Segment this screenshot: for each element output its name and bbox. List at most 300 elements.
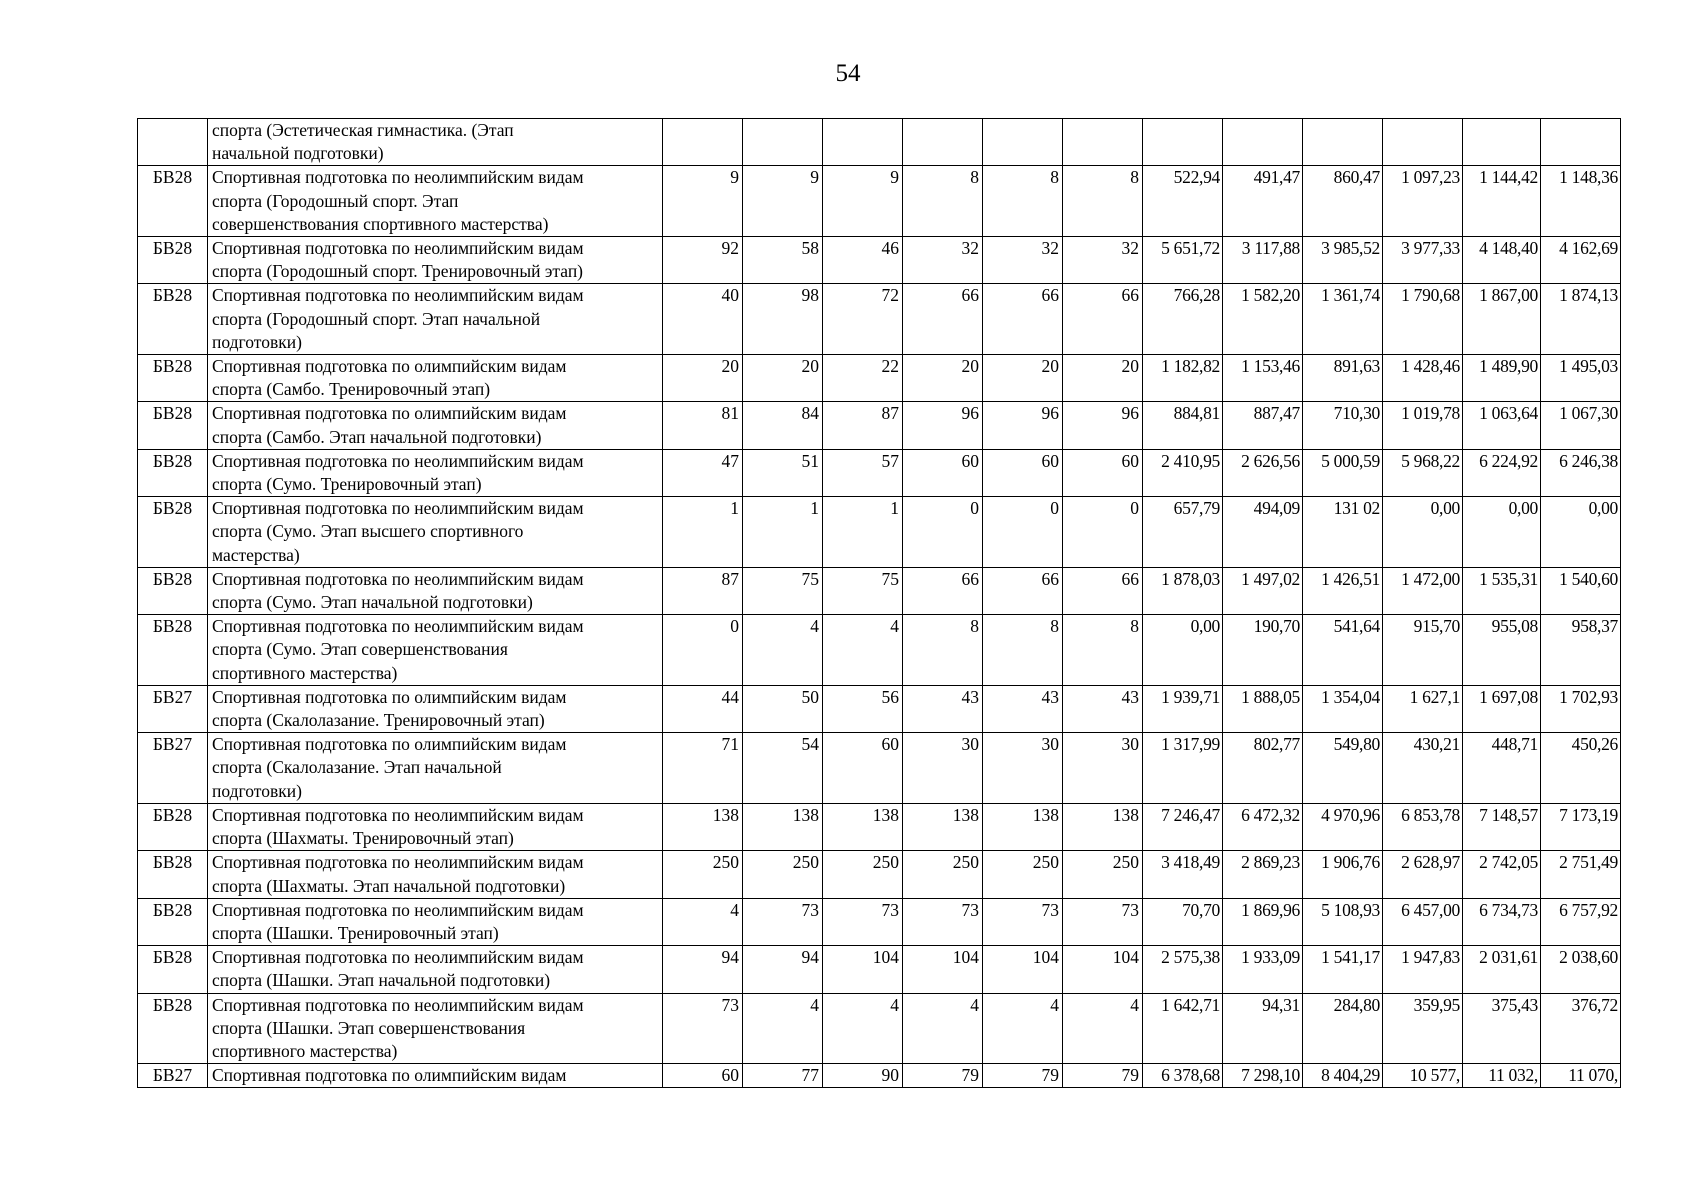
cost-value-cell: 955,08 [1463,615,1541,686]
volume-value-cell: 50 [743,685,823,732]
cost-value-cell: 1 874,13 [1541,284,1621,355]
description-line: Спортивная подготовка по неолимпийским видам [212,167,584,188]
budget-code-cell: БВ28 [138,355,208,402]
description-line: спорта (Скалолазание. Этап начальной [212,757,502,778]
budget-code-cell: БВ28 [138,567,208,614]
volume-value-cell: 138 [823,803,903,850]
volume-value-cell: 9 [663,166,743,237]
volume-value-cell: 43 [1063,685,1143,732]
cost-value-cell: 5 108,93 [1303,898,1383,945]
service-description-cell [208,402,663,449]
cost-value-cell: 0,00 [1541,497,1621,568]
cost-value-cell: 1 317,99 [1143,733,1223,804]
volume-value-cell: 90 [823,1064,903,1088]
volume-value-cell: 87 [663,567,743,614]
volume-value-cell: 94 [663,946,743,993]
volume-value-cell: 22 [823,355,903,402]
service-description-cell [208,355,663,402]
cost-value-cell: 2 038,60 [1541,946,1621,993]
cost-value-cell: 1 947,83 [1383,946,1463,993]
cost-value-cell [1463,119,1541,166]
volume-value-cell: 73 [663,993,743,1064]
cost-value-cell: 1 535,31 [1463,567,1541,614]
volume-value-cell: 8 [1063,166,1143,237]
volume-value-cell: 138 [663,803,743,850]
service-description-cell [208,1064,663,1088]
description-line: спорта (Сумо. Этап совершенствования [212,639,508,660]
cost-value-cell: 860,47 [1303,166,1383,237]
description-line: подготовки) [212,331,302,352]
table-row [138,284,1621,355]
volume-value-cell: 250 [983,851,1063,898]
cost-value-cell: 1 019,78 [1383,402,1463,449]
cost-value-cell: 915,70 [1383,615,1463,686]
volume-value-cell: 250 [903,851,983,898]
volume-value-cell: 43 [983,685,1063,732]
volume-value-cell: 20 [983,355,1063,402]
description-line: Спортивная подготовка по олимпийским видам [212,1065,567,1086]
table-row [138,402,1621,449]
cost-value-cell: 5 651,72 [1143,237,1223,284]
volume-value-cell: 4 [743,615,823,686]
volume-value-cell: 77 [743,1064,823,1088]
description-line: спорта (Городошный спорт. Тренировочный этап) [212,261,584,282]
description-line: спорта (Эстетическая гимнастика. (Этап [212,120,514,140]
volume-value-cell: 104 [903,946,983,993]
table-row [138,119,1621,166]
cost-value-cell [1383,119,1463,166]
service-description-cell [208,615,663,686]
cost-value-cell: 522,94 [1143,166,1223,237]
cost-value-cell: 7 246,47 [1143,803,1223,850]
description-line: спорта (Сумо. Этап высшего спортивного [212,521,524,542]
service-description-cell [208,449,663,496]
description-line: спорта (Самбо. Этап начальной подготовки) [212,426,542,447]
volume-value-cell: 30 [903,733,983,804]
volume-value-cell: 96 [1063,402,1143,449]
volume-value-cell: 8 [903,166,983,237]
cost-value-cell: 11 032, [1463,1064,1541,1088]
cost-value-cell: 494,09 [1223,497,1303,568]
volume-value-cell: 32 [1063,237,1143,284]
table-row [138,685,1621,732]
volume-value-cell: 81 [663,402,743,449]
cost-value-cell: 190,70 [1223,615,1303,686]
service-description-cell [208,898,663,945]
table-row [138,449,1621,496]
volume-value-cell: 30 [1063,733,1143,804]
budget-code-cell [138,119,208,166]
service-description-cell [208,851,663,898]
volume-value-cell: 71 [663,733,743,804]
volume-value-cell: 98 [743,284,823,355]
volume-value-cell: 58 [743,237,823,284]
cost-value-cell: 0,00 [1463,497,1541,568]
cost-value-cell: 4 162,69 [1541,237,1621,284]
cost-value-cell: 1 063,64 [1463,402,1541,449]
cost-value-cell: 448,71 [1463,733,1541,804]
table-row [138,851,1621,898]
volume-value-cell [983,119,1063,166]
cost-value-cell: 1 144,42 [1463,166,1541,237]
table-row [138,898,1621,945]
volume-value-cell: 104 [823,946,903,993]
volume-value-cell [823,119,903,166]
cost-value-cell: 1 489,90 [1463,355,1541,402]
volume-value-cell: 94 [743,946,823,993]
volume-value-cell: 92 [663,237,743,284]
volume-value-cell: 138 [983,803,1063,850]
volume-value-cell: 56 [823,685,903,732]
budget-code-cell: БВ28 [138,615,208,686]
volume-value-cell: 51 [743,449,823,496]
cost-value-cell: 1 153,46 [1223,355,1303,402]
description-line: Спортивная подготовка по неолимпийским видам [212,498,584,519]
description-line: Спортивная подготовка по олимпийским видам [212,686,567,707]
volume-value-cell: 66 [983,567,1063,614]
volume-value-cell: 40 [663,284,743,355]
cost-value-cell [1303,119,1383,166]
volume-value-cell: 1 [743,497,823,568]
cost-value-cell: 541,64 [1303,615,1383,686]
volume-value-cell: 138 [1063,803,1143,850]
cost-value-cell: 1 426,51 [1303,567,1383,614]
volume-value-cell: 4 [983,993,1063,1064]
volume-value-cell: 0 [663,615,743,686]
table-row [138,993,1621,1064]
cost-value-cell: 131 02 [1303,497,1383,568]
cost-value-cell: 958,37 [1541,615,1621,686]
volume-value-cell: 250 [823,851,903,898]
cost-value-cell: 4 148,40 [1463,237,1541,284]
description-line: спорта (Шахматы. Этап начальной подготовки) [212,875,566,896]
service-description-cell [208,237,663,284]
description-line: спортивного мастерства) [212,1040,398,1061]
budget-code-cell: БВ28 [138,449,208,496]
cost-value-cell: 1 067,30 [1541,402,1621,449]
volume-value-cell: 32 [903,237,983,284]
cost-value-cell: 491,47 [1223,166,1303,237]
budget-code-cell: БВ27 [138,733,208,804]
volume-value-cell: 1 [663,497,743,568]
budget-code-cell: БВ28 [138,237,208,284]
volume-value-cell: 96 [903,402,983,449]
cost-value-cell: 6 757,92 [1541,898,1621,945]
volume-value-cell: 104 [1063,946,1143,993]
cost-value-cell: 6 472,32 [1223,803,1303,850]
description-line: Спортивная подготовка по неолимпийским видам [212,852,584,873]
service-description-cell [208,733,663,804]
volume-value-cell: 4 [823,615,903,686]
volume-value-cell: 8 [903,615,983,686]
cost-value-cell: 7 173,19 [1541,803,1621,850]
description-line: Спортивная подготовка по неолимпийским видам [212,947,584,968]
cost-value-cell: 6 853,78 [1383,803,1463,850]
volume-value-cell: 104 [983,946,1063,993]
table-row [138,615,1621,686]
description-line: мастерства) [212,544,300,565]
volume-value-cell: 0 [1063,497,1143,568]
volume-value-cell: 66 [1063,567,1143,614]
description-line: Спортивная подготовка по неолимпийским видам [212,568,584,589]
budget-code-cell: БВ28 [138,993,208,1064]
description-line: спорта (Самбо. Тренировочный этап) [212,379,491,400]
cost-value-cell: 3 985,52 [1303,237,1383,284]
cost-value-cell: 430,21 [1383,733,1463,804]
cost-value-cell: 7 148,57 [1463,803,1541,850]
budget-code-cell: БВ27 [138,1064,208,1088]
budget-code-cell: БВ28 [138,402,208,449]
cost-value-cell: 1 642,71 [1143,993,1223,1064]
description-line: Спортивная подготовка по неолимпийским видам [212,804,584,825]
cost-value-cell: 1 697,08 [1463,685,1541,732]
cost-value-cell: 6 224,92 [1463,449,1541,496]
volume-value-cell: 250 [1063,851,1143,898]
volume-value-cell: 0 [983,497,1063,568]
cost-value-cell: 6 246,38 [1541,449,1621,496]
cost-value-cell: 4 970,96 [1303,803,1383,850]
description-line: спорта (Городошный спорт. Этап начальной [212,308,541,329]
volume-value-cell: 79 [983,1064,1063,1088]
budget-code-cell: БВ28 [138,497,208,568]
cost-value-cell: 2 628,97 [1383,851,1463,898]
cost-value-cell: 6 457,00 [1383,898,1463,945]
volume-value-cell: 4 [1063,993,1143,1064]
volume-value-cell: 20 [903,355,983,402]
table-row [138,497,1621,568]
service-description-cell [208,993,663,1064]
cost-value-cell: 1 906,76 [1303,851,1383,898]
cost-value-cell: 1 148,36 [1541,166,1621,237]
volume-value-cell: 79 [1063,1064,1143,1088]
cost-value-cell: 94,31 [1223,993,1303,1064]
cost-value-cell: 1 541,17 [1303,946,1383,993]
volume-value-cell: 73 [903,898,983,945]
table-row [138,567,1621,614]
description-line: Спортивная подготовка по неолимпийским видам [212,285,584,306]
description-line: спорта (Шашки. Этап совершенствования [212,1017,526,1038]
budget-code-cell: БВ28 [138,284,208,355]
budget-code-cell: БВ28 [138,166,208,237]
cost-value-cell: 5 000,59 [1303,449,1383,496]
budget-code-cell: БВ28 [138,898,208,945]
cost-value-cell: 1 540,60 [1541,567,1621,614]
volume-value-cell: 60 [983,449,1063,496]
volume-value-cell: 8 [983,615,1063,686]
table-row [138,237,1621,284]
cost-value-cell: 1 582,20 [1223,284,1303,355]
description-line: совершенствования спортивного мастерства) [212,213,549,234]
table-body [138,119,1621,1088]
volume-value-cell: 44 [663,685,743,732]
cost-value-cell: 1 428,46 [1383,355,1463,402]
volume-value-cell: 66 [903,567,983,614]
cost-value-cell: 1 878,03 [1143,567,1223,614]
volume-value-cell: 20 [1063,355,1143,402]
cost-value-cell [1541,119,1621,166]
volume-value-cell: 43 [903,685,983,732]
cost-value-cell: 3 977,33 [1383,237,1463,284]
cost-value-cell: 2 751,49 [1541,851,1621,898]
cost-value-cell: 1 182,82 [1143,355,1223,402]
cost-value-cell: 1 933,09 [1223,946,1303,993]
cost-value-cell: 1 472,00 [1383,567,1463,614]
service-description-cell [208,685,663,732]
volume-value-cell [903,119,983,166]
cost-value-cell: 11 070, [1541,1064,1621,1088]
cost-value-cell: 10 577, [1383,1064,1463,1088]
table-row [138,166,1621,237]
description-line: Спортивная подготовка по олимпийским видам [212,356,567,377]
volume-value-cell: 250 [663,851,743,898]
volume-value-cell [743,119,823,166]
volume-value-cell: 60 [1063,449,1143,496]
description-line: подготовки) [212,780,302,801]
cost-value-cell: 1 097,23 [1383,166,1463,237]
table-row [138,355,1621,402]
volume-value-cell: 46 [823,237,903,284]
volume-value-cell: 75 [743,567,823,614]
volume-value-cell: 30 [983,733,1063,804]
service-description-cell [208,803,663,850]
volume-value-cell: 47 [663,449,743,496]
table-row [138,803,1621,850]
budget-code-cell: БВ28 [138,803,208,850]
volume-value-cell: 32 [983,237,1063,284]
budget-code-cell: БВ28 [138,946,208,993]
cost-value-cell: 8 404,29 [1303,1064,1383,1088]
service-description-cell [208,119,663,166]
cost-value-cell: 0,00 [1383,497,1463,568]
cost-value-cell: 1 627,1 [1383,685,1463,732]
cost-value-cell: 2 742,05 [1463,851,1541,898]
service-description-cell [208,946,663,993]
volume-value-cell: 60 [663,1064,743,1088]
description-line: спорта (Шашки. Этап начальной подготовки) [212,970,551,991]
cost-value-cell [1143,119,1223,166]
volume-value-cell: 54 [743,733,823,804]
volume-value-cell: 96 [983,402,1063,449]
cost-value-cell: 70,70 [1143,898,1223,945]
description-line: спорта (Сумо. Тренировочный этап) [212,474,482,495]
cost-value-cell: 657,79 [1143,497,1223,568]
cost-value-cell: 549,80 [1303,733,1383,804]
cost-value-cell: 6 734,73 [1463,898,1541,945]
volume-value-cell: 75 [823,567,903,614]
volume-value-cell: 73 [823,898,903,945]
description-line: Спортивная подготовка по олимпийским видам [212,403,567,424]
description-line: Спортивная подготовка по неолимпийским видам [212,994,584,1015]
volume-value-cell: 4 [823,993,903,1064]
volume-value-cell: 9 [743,166,823,237]
volume-value-cell: 20 [663,355,743,402]
cost-value-cell: 766,28 [1143,284,1223,355]
budget-code-cell: БВ28 [138,851,208,898]
budget-code-cell: БВ27 [138,685,208,732]
cost-value-cell: 1 867,00 [1463,284,1541,355]
cost-value-cell: 359,95 [1383,993,1463,1064]
description-line: Спортивная подготовка по неолимпийским видам [212,899,584,920]
volume-value-cell: 8 [983,166,1063,237]
cost-value-cell: 1 361,74 [1303,284,1383,355]
volume-value-cell: 87 [823,402,903,449]
service-description-cell [208,166,663,237]
cost-value-cell: 3 117,88 [1223,237,1303,284]
volume-value-cell: 1 [823,497,903,568]
description-line: Спортивная подготовка по неолимпийским видам [212,238,584,259]
volume-value-cell: 72 [823,284,903,355]
cost-value-cell: 1 888,05 [1223,685,1303,732]
cost-value-cell: 284,80 [1303,993,1383,1064]
volume-value-cell: 73 [1063,898,1143,945]
volume-value-cell: 84 [743,402,823,449]
description-line: начальной подготовки) [212,143,384,164]
volume-value-cell [663,119,743,166]
cost-value-cell: 2 626,56 [1223,449,1303,496]
cost-value-cell: 710,30 [1303,402,1383,449]
cost-value-cell: 7 298,10 [1223,1064,1303,1088]
description-line: Спортивная подготовка по неолимпийским видам [212,616,584,637]
description-line: спортивного мастерства) [212,662,398,683]
service-description-cell [208,497,663,568]
volume-value-cell: 4 [903,993,983,1064]
cost-value-cell: 1 869,96 [1223,898,1303,945]
cost-value-cell: 450,26 [1541,733,1621,804]
volume-value-cell: 79 [903,1064,983,1088]
service-description-cell [208,284,663,355]
cost-value-cell: 802,77 [1223,733,1303,804]
budget-table [137,118,1621,1088]
description-line: Спортивная подготовка по неолимпийским видам [212,450,584,471]
volume-value-cell: 138 [903,803,983,850]
volume-value-cell: 66 [1063,284,1143,355]
cost-value-cell: 1 354,04 [1303,685,1383,732]
cost-value-cell: 1 495,03 [1541,355,1621,402]
description-line: спорта (Скалолазание. Тренировочный этап) [212,710,545,731]
volume-value-cell: 60 [903,449,983,496]
cost-value-cell: 375,43 [1463,993,1541,1064]
cost-value-cell: 2 869,23 [1223,851,1303,898]
volume-value-cell: 4 [663,898,743,945]
volume-value-cell: 66 [983,284,1063,355]
cost-value-cell: 884,81 [1143,402,1223,449]
cost-value-cell: 1 702,93 [1541,685,1621,732]
volume-value-cell: 8 [1063,615,1143,686]
volume-value-cell: 4 [743,993,823,1064]
description-line: спорта (Сумо. Этап начальной подготовки) [212,592,533,613]
cost-value-cell: 0,00 [1143,615,1223,686]
volume-value-cell: 73 [743,898,823,945]
cost-value-cell: 376,72 [1541,993,1621,1064]
cost-value-cell: 2 410,95 [1143,449,1223,496]
volume-value-cell: 250 [743,851,823,898]
volume-value-cell: 9 [823,166,903,237]
table-row [138,733,1621,804]
cost-value-cell: 891,63 [1303,355,1383,402]
volume-value-cell: 20 [743,355,823,402]
cost-value-cell: 1 497,02 [1223,567,1303,614]
description-line: спорта (Городошный спорт. Этап [212,190,459,211]
service-description-cell [208,567,663,614]
volume-value-cell: 57 [823,449,903,496]
volume-value-cell: 60 [823,733,903,804]
cost-value-cell: 5 968,22 [1383,449,1463,496]
description-line: Спортивная подготовка по олимпийским видам [212,734,567,755]
cost-value-cell: 887,47 [1223,402,1303,449]
table-row [138,946,1621,993]
volume-value-cell [1063,119,1143,166]
cost-value-cell: 6 378,68 [1143,1064,1223,1088]
